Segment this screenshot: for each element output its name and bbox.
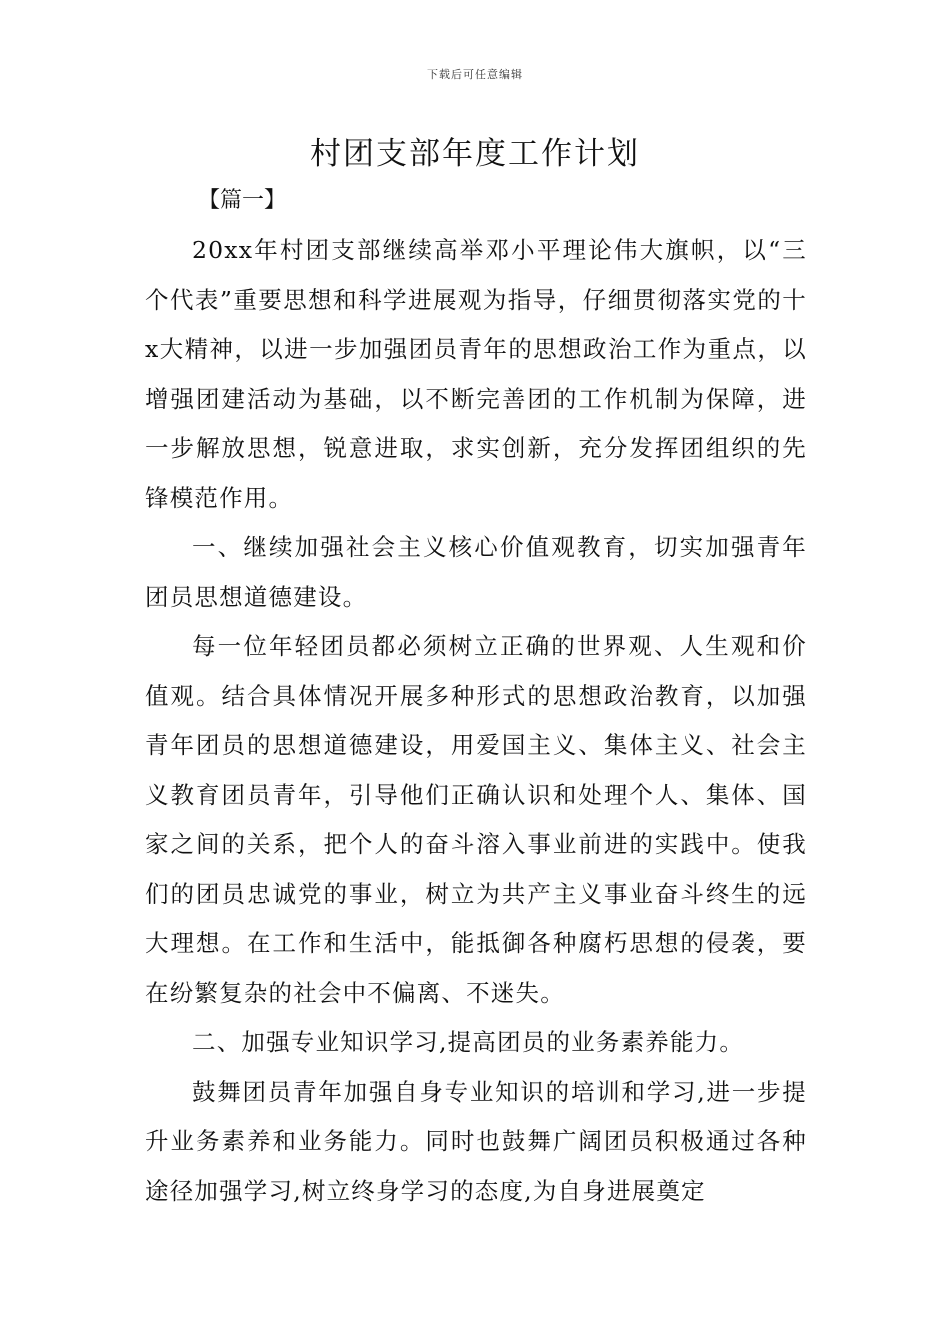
document-body	[145, 226, 807, 1216]
paragraph-body-1: 每一位年轻团员都必须树立正确的世界观、人生观和价值观。结合具体情况开展多种形式的思想政治教育，以加强青年团员的思想道德建设，用爱国主义、集体主义、社会主义教育团员青年，引导他们正确认识和处理个人、集体、国家之间的关系，把个人的奋斗溶入事业前进的实践中。使我们的团员忠诚党的事业，树立为共产主义事业奋斗终生的远大理想。在工作和生活中，能抵御各种腐朽思想的侵袭，要在纷繁复杂的社会中不偏离、不迷失。	[145, 632, 807, 1007]
section-label: 【篇一】	[198, 188, 287, 213]
paragraph-body-2: 鼓舞团员青年加强自身专业知识的培训和学习,进一步提升业务素养和业务能力。同时也鼓舞广阔团员积极通过各种途径加强学习,树立终身学习的态度,为自身进展奠定	[145, 1077, 807, 1205]
paragraph-heading-1: 一、继续加强社会主义核心价值观教育，切实加强青年团员思想道德建设。	[145, 533, 807, 611]
header-note: 下载后可任意编辑	[427, 68, 523, 81]
page-title: 村团支部年度工作计划	[310, 136, 640, 172]
paragraph-heading-2: 二、加强专业知识学习,提高团员的业务素养能力。	[192, 1028, 745, 1056]
paragraph-intro: 20xx年村团支部继续高举邓小平理论伟大旗帜，以“三个代表”重要思想和科学进展观为指导，仔细贯彻落实党的十x大精神，以进一步加强团员青年的思想政治工作为重点，以增强团建活动为基础，以不断完善团的工作机制为保障，进一步解放思想，锐意进取，求实创新，充分发挥团组织的先锋模范作用。	[145, 236, 807, 512]
